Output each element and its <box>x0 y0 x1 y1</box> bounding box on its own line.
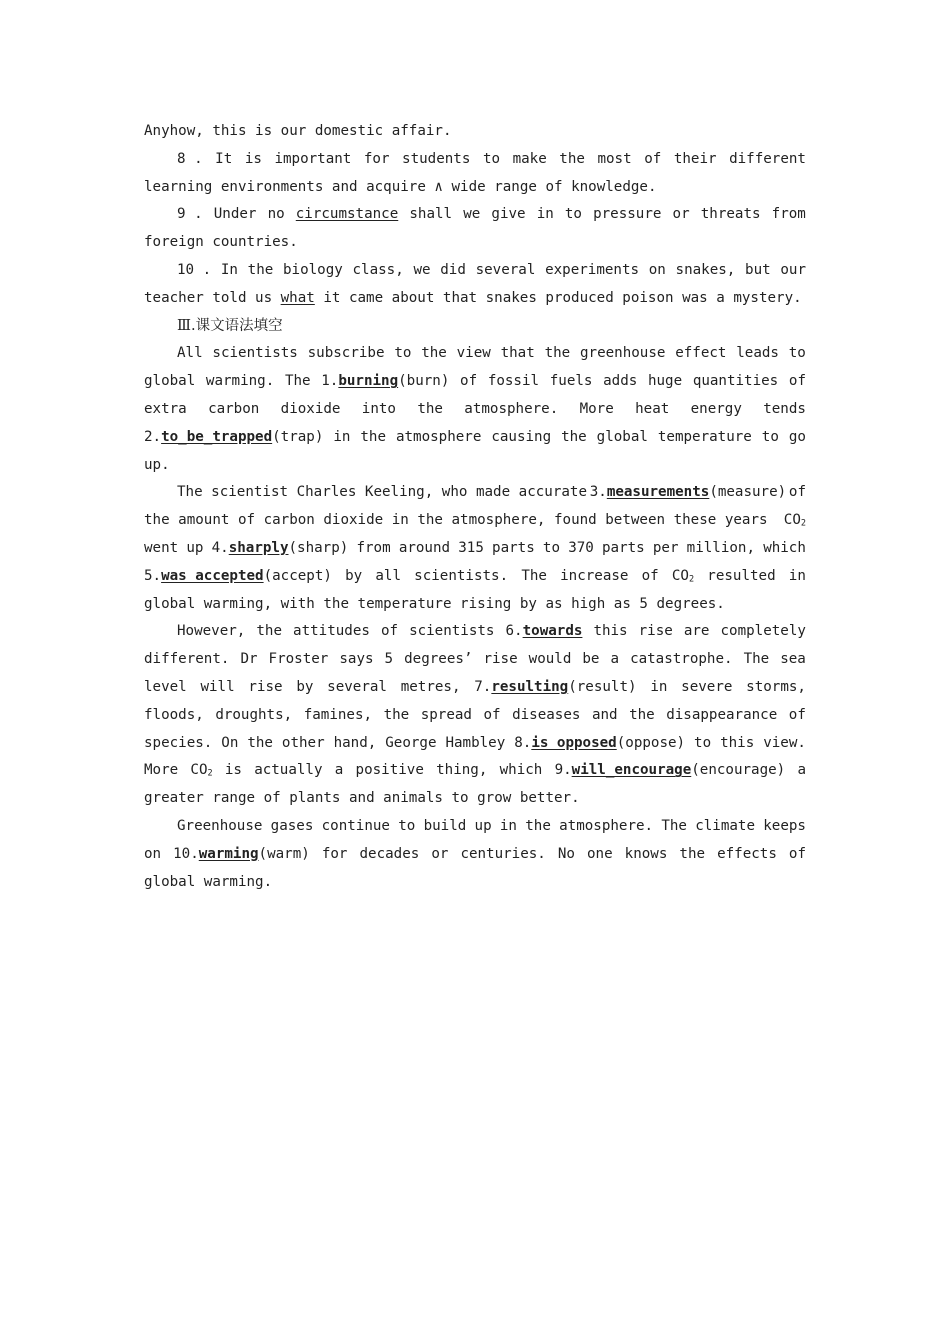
paragraph-3-line-5: species. On the other hand, George Hambley 8.is opposed(oppose) to this view. <box>144 734 806 751</box>
paragraph-3-line-1: However, the attitudes of scientists 6.towards this rise are completely <box>177 623 806 640</box>
sentence-10-answer: what <box>280 289 315 306</box>
sentence-8-text: learning environments and acquire ∧ wide range of knowledge. <box>144 178 657 195</box>
paragraph-3-line-4: floods, droughts, famines, the spread of diseases and the disappearance of <box>144 706 806 723</box>
sentence-8-line-2 <box>144 174 806 202</box>
sentence-7-tail <box>144 118 806 146</box>
sentence-8-number: 8 . <box>177 150 203 167</box>
answer-3: measurements <box>606 484 710 501</box>
paragraph-2-line-3: went up 4.sharply(sharp) from around 315 parts to 370 parts per million, which <box>144 539 806 556</box>
paragraph-4-line-3: global warming. <box>144 873 273 890</box>
sentence-10-line-1: 10 . In the biology class, we did several experiments on snakes, but our <box>144 257 806 285</box>
paragraph-1-line-5: up. <box>144 456 170 473</box>
paragraph-2-line-1: The scientist Charles Keeling, who made accurate 3.measurements(measure) of <box>177 484 806 501</box>
answer-4: sharply <box>228 539 289 556</box>
paragraph-4-line-1: Greenhouse gases continue to build up in the atmosphere. The climate keeps <box>177 817 806 834</box>
sentence-9-line-1: 9 . Under no circumstance shall we give in to pressure or threats from <box>144 201 806 229</box>
answer-1: burning <box>338 373 399 390</box>
answer-6: towards <box>522 623 583 640</box>
answer-10: warming <box>198 845 259 862</box>
paragraph-2-line-5: global warming, with the temperature rising by as high as 5 degrees. <box>144 595 725 612</box>
paragraph-1-line-1: All scientists subscribe to the view that the greenhouse effect leads to <box>177 345 806 362</box>
exercise-content <box>144 118 806 896</box>
sentence-10-line-2: teacher told us what it came about that snakes produced poison was a mystery. <box>144 285 806 313</box>
paragraph-1-line-4: 2.to_be_trapped(trap) in the atmosphere causing the global temperature to go <box>144 428 806 445</box>
sentence-9-number: 9 . <box>177 206 203 223</box>
answer-2: to_be_trapped <box>161 428 273 445</box>
sentence-10-number: 10 . <box>177 261 212 278</box>
paragraph-2-line-4: 5.was accepted(accept) by all scientists. The increase of $CO_2$ resulted in <box>144 567 806 585</box>
paragraph-3-line-6: More $CO_2$ is actually a positive thing, which 9.will_encourage(encourage) a <box>144 762 806 779</box>
sentence-8-line-1: 8 . It is important for students to make the most of their different <box>144 146 806 174</box>
section-3-heading: Ⅲ.课文语法填空 <box>177 317 283 334</box>
answer-8: is opposed <box>531 734 617 751</box>
paragraph-1-line-2: global warming. The 1.burning(burn) of fossil fuels adds huge quantities of <box>144 373 806 390</box>
paragraph-3-line-7: greater range of plants and animals to grow better. <box>144 790 580 807</box>
paragraph-1-line-3: extra carbon dioxide into the atmosphere. More heat energy tends <box>144 400 806 417</box>
answer-7: resulting <box>491 678 569 695</box>
paragraph-2-line-2: the amount of carbon dioxide in the atmosphere, found between these years $CO_2$ <box>144 512 806 529</box>
paragraph-3-line-2: different. Dr Froster says 5 degrees’ rise would be a catastrophe. The sea <box>144 651 806 668</box>
paragraph-4-line-2: on 10.warming(warm) for decades or centuries. No one knows the effects of <box>144 845 806 862</box>
sentence-9-answer: circumstance <box>295 206 399 223</box>
sentence-9-line-2: foreign countries. <box>144 234 298 251</box>
sentence-7-text: Anyhow, this is our domestic affair. <box>144 123 452 139</box>
paragraph-3-line-3: level will rise by several metres, 7.resulting(result) in severe storms, <box>144 678 806 695</box>
answer-9: will_encourage <box>571 762 692 779</box>
answer-5: was accepted <box>161 567 264 584</box>
